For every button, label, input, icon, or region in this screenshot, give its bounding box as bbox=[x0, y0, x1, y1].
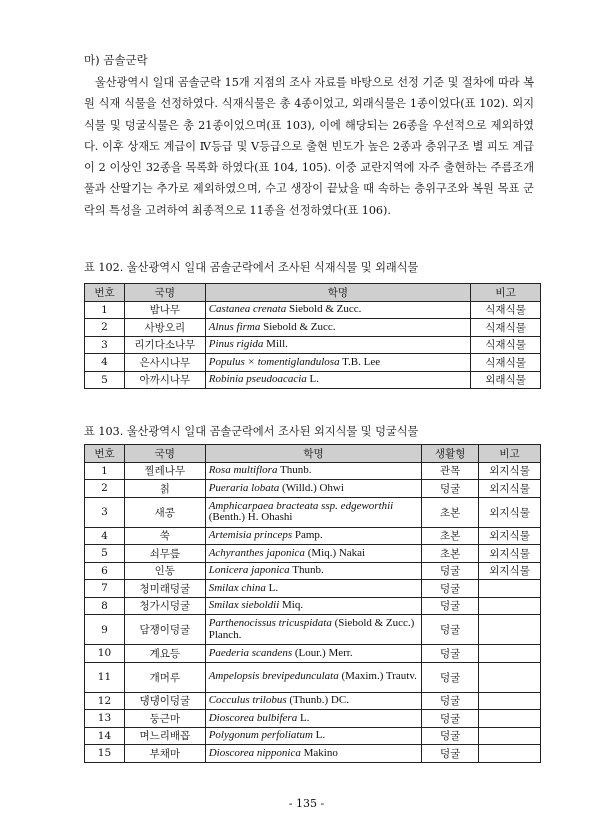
scientific-name-cell bbox=[205, 301, 470, 319]
number-cell: 3 bbox=[85, 336, 125, 354]
scientific-name-cell bbox=[205, 562, 422, 580]
korean-name-cell: 부채마 bbox=[124, 745, 205, 763]
table-row bbox=[85, 480, 541, 498]
life-form-cell: 초본 bbox=[422, 497, 479, 527]
scientific-genus-species: Smilax china bbox=[208, 581, 266, 594]
table-row bbox=[85, 545, 541, 563]
scientific-author: L. bbox=[297, 711, 310, 724]
remark-cell: 식재식물 bbox=[471, 336, 541, 354]
scientific-genus-species: Populus × tomentiglandulosa bbox=[208, 355, 340, 368]
scientific-author: Siebold & Zucc. bbox=[286, 303, 362, 315]
scientific-name-cell bbox=[205, 354, 470, 372]
table-row bbox=[85, 662, 541, 692]
number-cell: 7 bbox=[85, 580, 125, 598]
remark-cell: 외지식물 bbox=[479, 480, 541, 498]
table-row bbox=[85, 597, 541, 615]
korean-name-cell: 찔레나무 bbox=[124, 462, 205, 480]
scientific-name-cell bbox=[205, 662, 422, 692]
number-cell: 8 bbox=[85, 597, 125, 615]
korean-name-cell: 담쟁이덩굴 bbox=[124, 615, 205, 645]
table-row bbox=[85, 615, 541, 645]
remark-cell: 외지식물 bbox=[479, 462, 541, 480]
number-cell: 4 bbox=[85, 354, 125, 372]
scientific-genus-species: Alnus firma bbox=[208, 320, 261, 333]
remark-cell bbox=[479, 692, 541, 710]
scientific-author: L. bbox=[265, 581, 279, 594]
korean-name-cell: 인동 bbox=[124, 562, 205, 580]
scientific-genus-species: Ampelopsis brevipedunculata bbox=[208, 670, 339, 683]
scientific-author: Miq. bbox=[279, 599, 304, 611]
table-102-body bbox=[85, 301, 541, 389]
table-103-caption: 표 103. 울산광역시 일대 곰솔군락에서 조사된 외지식물 및 덩굴식물 bbox=[84, 425, 419, 438]
life-form-cell: 덩굴 bbox=[422, 580, 479, 598]
remark-cell bbox=[479, 662, 541, 692]
scientific-author: (Siebold & Zucc.) Planch. bbox=[208, 617, 415, 641]
life-form-cell: 덩굴 bbox=[422, 597, 479, 615]
life-form-cell: 초본 bbox=[422, 545, 479, 563]
number-cell: 13 bbox=[85, 710, 125, 728]
scientific-author: Siebold & Zucc. bbox=[260, 320, 336, 333]
table-row bbox=[85, 562, 541, 580]
remark-cell: 식재식물 bbox=[471, 354, 541, 372]
table-row bbox=[85, 336, 541, 354]
remark-cell bbox=[479, 645, 541, 663]
header-remark: 비고 bbox=[471, 284, 541, 302]
section-heading: 마) 곰솔군락 bbox=[84, 53, 148, 67]
scientific-genus-species: Rosa multiflora bbox=[208, 464, 278, 476]
life-form-cell: 덩굴 bbox=[422, 727, 479, 745]
life-form-cell: 덩굴 bbox=[422, 645, 479, 663]
scientific-genus-species: Artemisia princeps bbox=[208, 529, 293, 541]
table-row bbox=[85, 710, 541, 728]
scientific-name-cell bbox=[205, 727, 422, 745]
table-row bbox=[85, 727, 541, 745]
scientific-author: Pamp. bbox=[292, 529, 323, 541]
korean-name-cell: 계요등 bbox=[124, 645, 205, 663]
page-number: - 135 - bbox=[288, 797, 325, 810]
remark-cell bbox=[479, 745, 541, 763]
table-row bbox=[85, 645, 541, 663]
scientific-genus-species: Achyranthes japonica bbox=[208, 546, 305, 559]
number-cell: 1 bbox=[85, 462, 125, 480]
scientific-name-cell bbox=[205, 645, 422, 663]
scientific-name-cell bbox=[205, 371, 470, 389]
life-form-cell: 관목 bbox=[422, 462, 479, 480]
scientific-genus-species: Dioscorea bulbifera bbox=[208, 711, 298, 724]
table-row bbox=[85, 371, 541, 389]
table-header-row bbox=[85, 284, 541, 302]
scientific-name-cell bbox=[205, 710, 422, 728]
scientific-name-cell bbox=[205, 545, 422, 563]
remark-cell bbox=[479, 597, 541, 615]
table-row bbox=[85, 527, 541, 545]
korean-name-cell: 아까시나무 bbox=[124, 371, 205, 389]
scientific-author: L. bbox=[306, 373, 320, 385]
scientific-genus-species: Polygonum perfoliatum bbox=[208, 729, 313, 741]
body-paragraph bbox=[84, 72, 534, 221]
life-form-cell: 덩굴 bbox=[422, 745, 479, 763]
body-paragraph-text: 울산광역시 일대 곰솔군락 15개 지점의 조사 자료를 바탕으로 선정 기준 및 절차에 따라 복원 식재 식물을 선정하였다. 식재식물은 총 4종이었고, 외래식물은 1종이었다(표 102). 외지식물 및 덩굴식물은 총 21종이었으며(표 103), 이에 해당되는 26종을 우선적으로 제외하였다. 이후 상재도 계급이 Ⅳ등급 및 Ⅴ등급으로 출현 빈도가 높은 2종과 층위구조 별 피도 계급이 2 이상인 32종을 목록화 하였다(표 104, 105). 이중 교란지역에 자주 출현하는 주름조개풀과 산딸기는 추가로 제외하였으며, 수고 생장이 끝났을 때 속하는 층위구조와 복원 목표 군락의 특성을 고려하여 최종적으로 11종을 선정하였다(표 106). bbox=[84, 76, 534, 217]
scientific-name-cell bbox=[205, 497, 422, 527]
header-korean-name: 국명 bbox=[124, 445, 205, 463]
number-cell: 10 bbox=[85, 645, 125, 663]
number-cell: 9 bbox=[85, 615, 125, 645]
korean-name-cell: 칡 bbox=[124, 480, 205, 498]
scientific-genus-species: Robinia pseudoacacia bbox=[208, 373, 307, 385]
scientific-author: (Maxim.) Trautv. bbox=[338, 670, 417, 683]
remark-cell: 외지식물 bbox=[479, 527, 541, 545]
remark-cell bbox=[479, 580, 541, 598]
scientific-author: (Willd.) Ohwi bbox=[279, 481, 344, 494]
scientific-author: T.B. Lee bbox=[339, 355, 381, 368]
header-korean-name: 국명 bbox=[124, 284, 205, 302]
table-103 bbox=[84, 444, 541, 763]
scientific-genus-species: Cocculus trilobus bbox=[208, 694, 287, 706]
table-row bbox=[85, 319, 541, 337]
table-row bbox=[85, 497, 541, 527]
header-life-form: 생활형 bbox=[422, 445, 479, 463]
scientific-name-cell bbox=[205, 745, 422, 763]
scientific-genus-species: Dioscorea nipponica bbox=[208, 746, 301, 759]
life-form-cell: 초본 bbox=[422, 527, 479, 545]
table-102-caption: 표 102. 울산광역시 일대 곰솔군락에서 조사된 식재식물 및 외래식물 bbox=[84, 261, 419, 274]
number-cell: 14 bbox=[85, 727, 125, 745]
scientific-author: Thunb. bbox=[277, 464, 312, 476]
scientific-author: Makino bbox=[300, 746, 338, 759]
number-cell: 2 bbox=[85, 480, 125, 498]
life-form-cell: 덩굴 bbox=[422, 662, 479, 692]
remark-cell: 외지식물 bbox=[479, 562, 541, 580]
table-header-row bbox=[85, 445, 541, 463]
header-number: 번호 bbox=[85, 284, 125, 302]
header-scientific-name: 학명 bbox=[205, 445, 422, 463]
scientific-genus-species: Castanea crenata bbox=[208, 303, 287, 315]
scientific-genus-species: Pueraria lobata bbox=[208, 481, 280, 494]
scientific-name-cell bbox=[205, 319, 470, 337]
scientific-name-cell bbox=[205, 615, 422, 645]
number-cell: 5 bbox=[85, 545, 125, 563]
life-form-cell: 덩굴 bbox=[422, 562, 479, 580]
table-row bbox=[85, 354, 541, 372]
number-cell: 3 bbox=[85, 497, 125, 527]
korean-name-cell: 새콩 bbox=[124, 497, 205, 527]
remark-cell: 외지식물 bbox=[479, 497, 541, 527]
number-cell: 2 bbox=[85, 319, 125, 337]
scientific-name-cell bbox=[205, 692, 422, 710]
scientific-author: Mill. bbox=[263, 338, 288, 350]
scientific-author: Thunb. bbox=[289, 564, 324, 576]
korean-name-cell: 청가시덩굴 bbox=[124, 597, 205, 615]
table-102 bbox=[84, 283, 541, 389]
scientific-author: (Thunb.) DC. bbox=[286, 694, 349, 706]
table-row bbox=[85, 692, 541, 710]
header-scientific-name: 학명 bbox=[205, 284, 470, 302]
scientific-name-cell bbox=[205, 597, 422, 615]
remark-cell: 식재식물 bbox=[471, 301, 541, 319]
scientific-name-cell bbox=[205, 462, 422, 480]
scientific-genus-species: Paederia scandens bbox=[208, 646, 293, 659]
scientific-name-cell bbox=[205, 527, 422, 545]
life-form-cell: 덩굴 bbox=[422, 692, 479, 710]
number-cell: 5 bbox=[85, 371, 125, 389]
remark-cell bbox=[479, 710, 541, 728]
korean-name-cell: 둥근마 bbox=[124, 710, 205, 728]
table-row bbox=[85, 301, 541, 319]
scientific-genus-species: Parthenocissus tricuspidata bbox=[208, 617, 332, 629]
number-cell: 1 bbox=[85, 301, 125, 319]
korean-name-cell: 쑥 bbox=[124, 527, 205, 545]
korean-name-cell: 개머루 bbox=[124, 662, 205, 692]
scientific-name-cell bbox=[205, 336, 470, 354]
scientific-genus-species: Lonicera japonica bbox=[208, 564, 290, 576]
header-remark: 비고 bbox=[479, 445, 541, 463]
header-number: 번호 bbox=[85, 445, 125, 463]
remark-cell bbox=[479, 727, 541, 745]
remark-cell: 외지식물 bbox=[479, 545, 541, 563]
number-cell: 15 bbox=[85, 745, 125, 763]
table-103-body bbox=[85, 462, 541, 762]
scientific-author: (Benth.) H. Ohashi bbox=[208, 511, 293, 523]
scientific-genus-species: Amphicarpaea bracteata ssp. edgeworthii bbox=[208, 499, 394, 512]
scientific-genus-species: Smilax sieboldii bbox=[208, 599, 280, 611]
number-cell: 11 bbox=[85, 662, 125, 692]
scientific-author: (Lour.) Merr. bbox=[292, 646, 353, 659]
life-form-cell: 덩굴 bbox=[422, 710, 479, 728]
scientific-name-cell bbox=[205, 580, 422, 598]
scientific-author: L. bbox=[312, 729, 326, 741]
life-form-cell: 덩굴 bbox=[422, 480, 479, 498]
table-row bbox=[85, 580, 541, 598]
korean-name-cell: 청미래덩굴 bbox=[124, 580, 205, 598]
remark-cell bbox=[479, 615, 541, 645]
korean-name-cell: 며느리배꼽 bbox=[124, 727, 205, 745]
remark-cell: 식재식물 bbox=[471, 319, 541, 337]
scientific-genus-species: Pinus rigida bbox=[208, 338, 264, 350]
number-cell: 12 bbox=[85, 692, 125, 710]
scientific-name-cell bbox=[205, 480, 422, 498]
life-form-cell: 덩굴 bbox=[422, 615, 479, 645]
number-cell: 6 bbox=[85, 562, 125, 580]
number-cell: 4 bbox=[85, 527, 125, 545]
korean-name-cell: 사방오리 bbox=[124, 319, 205, 337]
korean-name-cell: 댕댕이덩굴 bbox=[124, 692, 205, 710]
table-row bbox=[85, 745, 541, 763]
table-row bbox=[85, 462, 541, 480]
korean-name-cell: 리기다소나무 bbox=[124, 336, 205, 354]
korean-name-cell: 밤나무 bbox=[124, 301, 205, 319]
korean-name-cell: 쇠무릎 bbox=[124, 545, 205, 563]
korean-name-cell: 은사시나무 bbox=[124, 354, 205, 372]
scientific-author: (Miq.) Nakai bbox=[304, 546, 366, 559]
remark-cell: 외래식물 bbox=[471, 371, 541, 389]
